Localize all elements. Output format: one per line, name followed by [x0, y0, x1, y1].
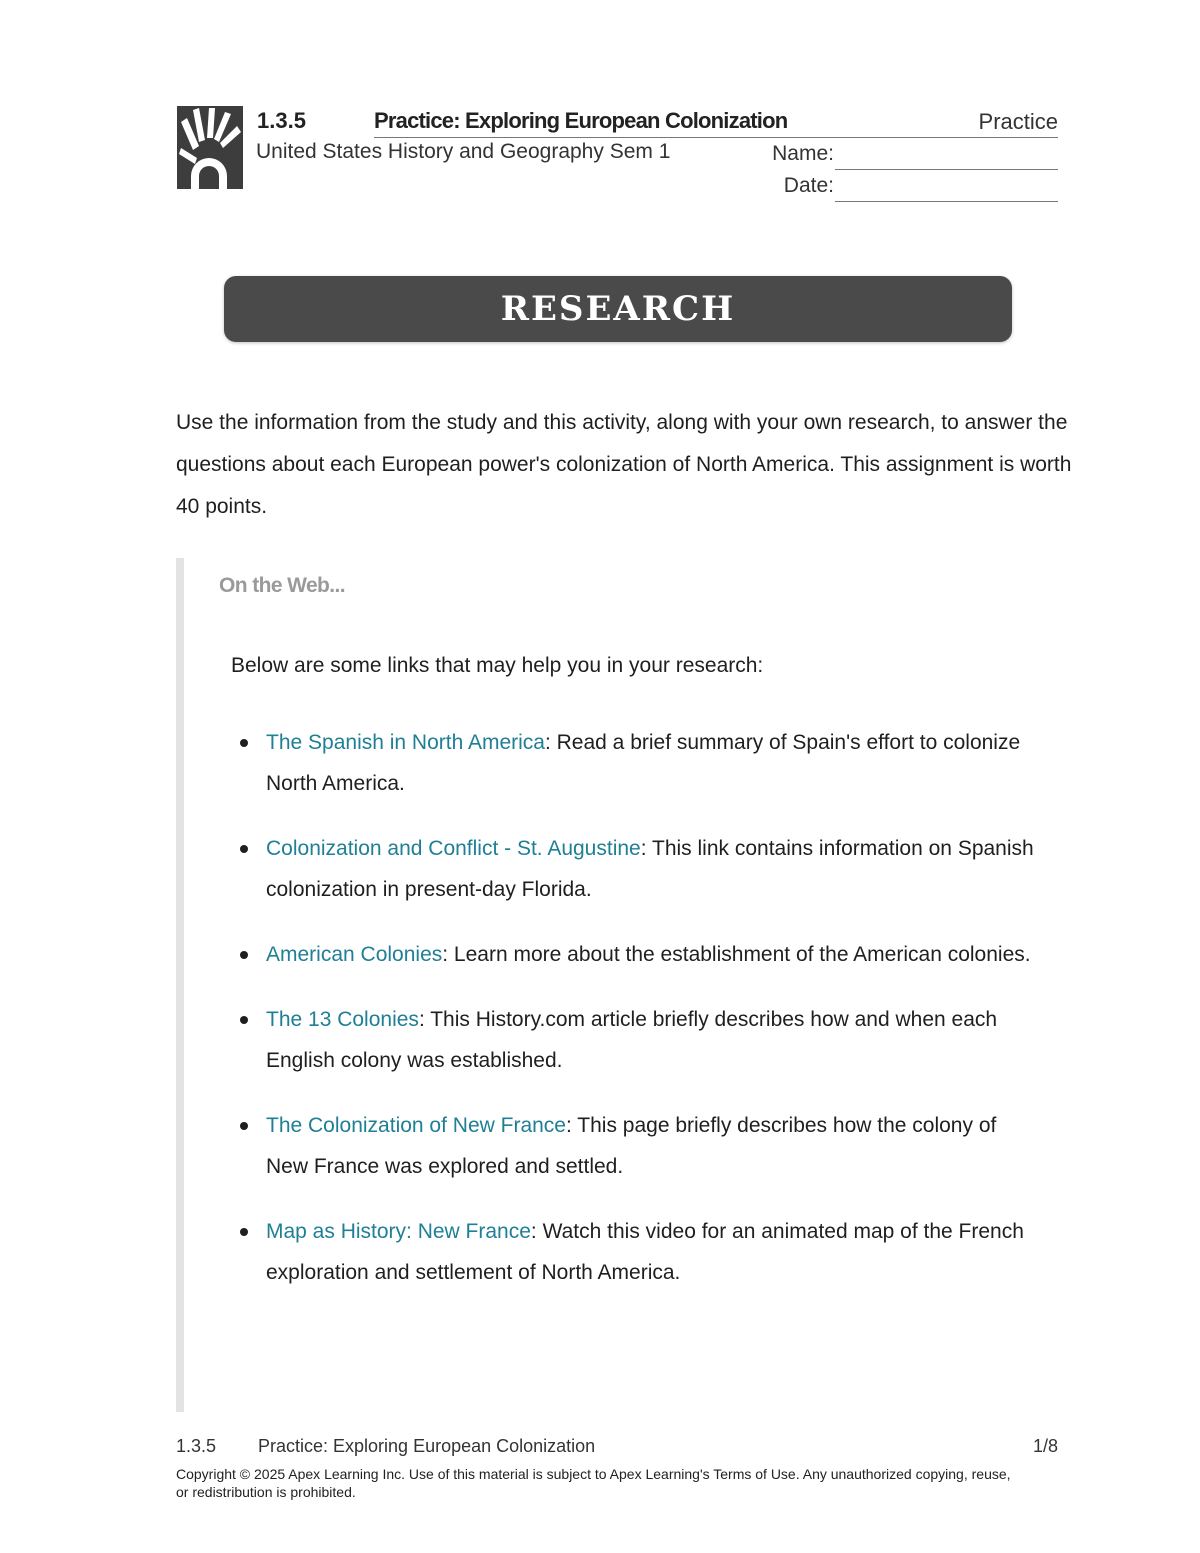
page-number: 1/8 [1032, 1436, 1058, 1456]
link-description: : Read a brief summary of Spain's effort to colonize North America. [266, 731, 1021, 795]
link-st-augustine[interactable]: Colonization and Conflict - St. Augustine [266, 837, 641, 860]
link-description: : Learn more about the establishment of the American colonies. [442, 943, 1031, 966]
link-american-colonies[interactable]: American Colonies [266, 943, 443, 966]
list-item [236, 1211, 1036, 1293]
lesson-number: 1.3.5 [257, 108, 306, 133]
footer-lesson-number: 1.3.5 [176, 1436, 217, 1456]
link-13-colonies[interactable]: The 13 Colonies [266, 1008, 419, 1031]
link-description: : Watch this video for an animated map of the French exploration and settlement of North America. [266, 1220, 1024, 1284]
name-label: Name: [772, 142, 834, 165]
course-title: United States History and Geography Sem 1 [256, 140, 671, 163]
callout-rule [176, 558, 184, 1412]
link-description: : This link contains information on Spanish colonization in present-day Florida. [266, 837, 1034, 901]
name-field[interactable] [835, 169, 1058, 170]
list-item [236, 828, 1036, 910]
lesson-title: Practice: Exploring European Colonization [374, 108, 788, 133]
web-lead: Below are some links that may help you in your research: [231, 654, 764, 677]
section-banner [224, 276, 1012, 342]
section-banner-label: RESEARCH [500, 289, 736, 329]
date-field[interactable] [835, 201, 1058, 202]
list-item [236, 934, 1036, 975]
footer-lesson-title: Practice: Exploring European Colonization [258, 1436, 596, 1456]
resource-link-list [236, 722, 1036, 1317]
link-new-france[interactable]: The Colonization of New France [266, 1114, 566, 1137]
link-description: : This page briefly describes how the colony of New France was explored and settled. [266, 1114, 997, 1178]
date-label: Date: [783, 174, 834, 197]
link-spanish-north-america[interactable]: The Spanish in North America [266, 731, 545, 754]
link-map-new-france[interactable]: Map as History: New France [266, 1220, 531, 1243]
list-item [236, 722, 1036, 804]
copyright-notice: Copyright © 2025 Apex Learning Inc. Use of this material is subject to Apex Learning's Terms of Use. Any unauthorized copying, reuse, or redistribution is prohibited. [176, 1466, 1011, 1500]
web-heading: On the Web... [219, 574, 345, 597]
apex-sunburst-logo-icon [177, 106, 243, 189]
header-divider [374, 137, 1058, 138]
document-type: Practice [978, 109, 1058, 134]
list-item [236, 1105, 1036, 1187]
link-description: : This History.com article briefly describes how and when each English colony was established. [266, 1008, 998, 1072]
intro-paragraph: Use the information from the study and this activity, along with your own research, to answer the questions about each European power's colonization of North America. This assignment is worth 40 points. [176, 411, 1072, 518]
list-item [236, 999, 1036, 1081]
